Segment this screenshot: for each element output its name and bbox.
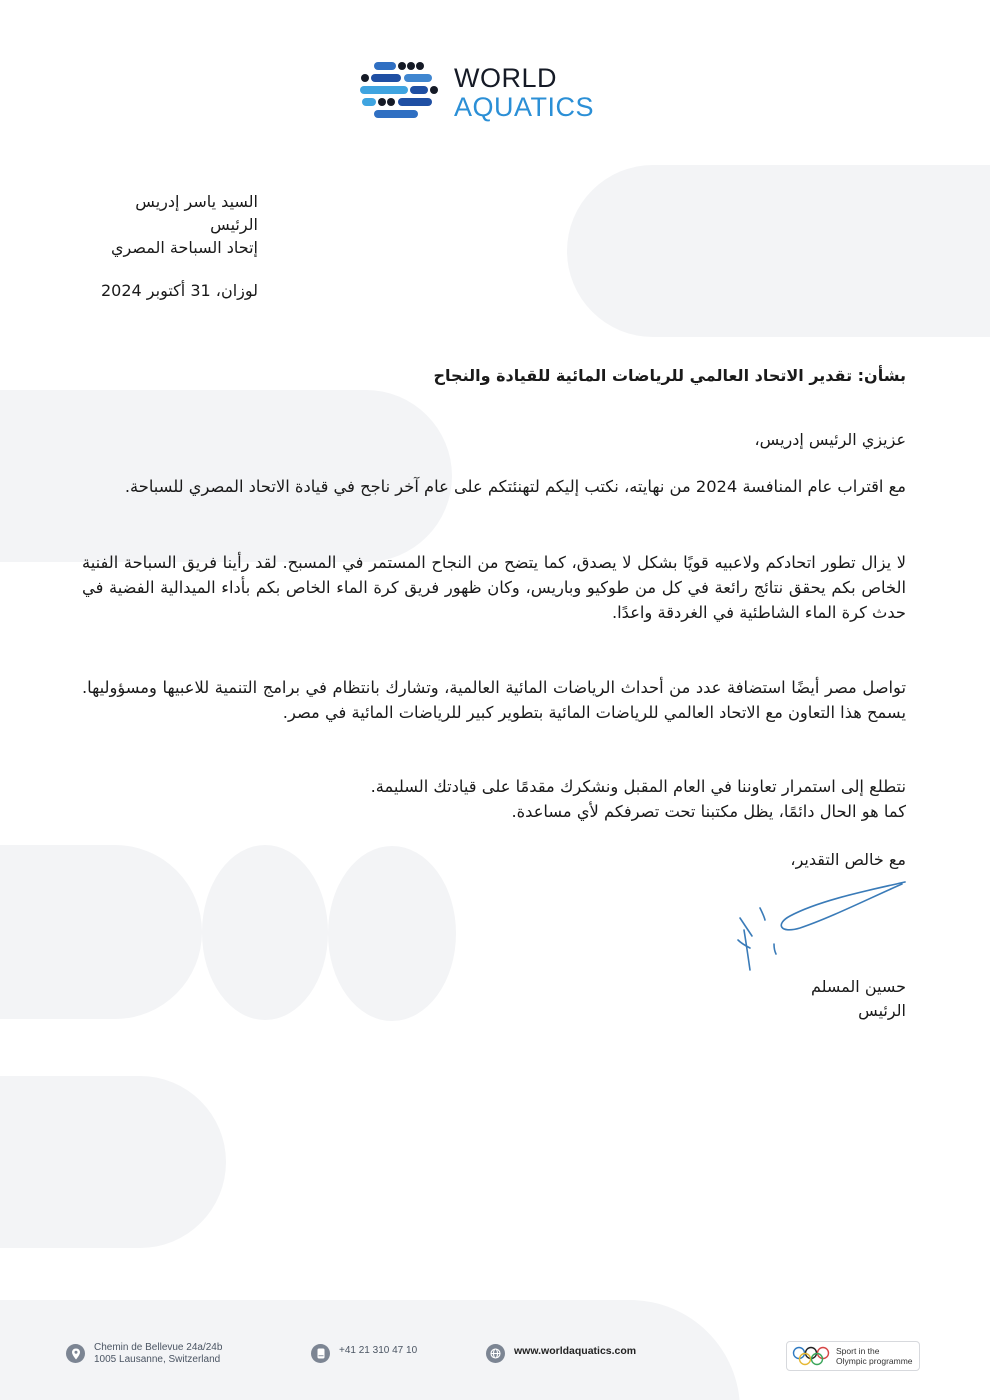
olympic-rings-icon (792, 1346, 830, 1366)
location-pin-icon (66, 1344, 85, 1363)
handwritten-signature (730, 878, 910, 983)
globe-icon (486, 1344, 505, 1363)
addressee-title: الرئيس (210, 215, 258, 234)
footer-address-line-1: Chemin de Bellevue 24a/24b (94, 1342, 223, 1353)
footer-address (66, 1342, 222, 1366)
logo-word-world: WORLD (454, 63, 557, 93)
place-and-date: لوزان، 31 أكتوبر 2024 (101, 281, 258, 300)
logo-mark-icon (360, 60, 442, 126)
letter-greeting: عزيزي الرئيس إدريس، (754, 430, 906, 449)
footer-website-link[interactable]: www.worldaquatics.com (514, 1345, 637, 1357)
olympic-badge-line-2: Olympic programme (836, 1356, 913, 1366)
footer-website[interactable] (486, 1342, 636, 1363)
world-aquatics-logo (360, 60, 640, 126)
body-paragraph-2: لا يزال تطور اتحادكم ولاعبيه قويًا بشكل لا يصدق، كما يتضح من النجاح المستمر في المسبح. لقد رأينا فريق السباحة الفنية الخاص بكم يحقق نتائج رائعة في كل من طوكيو وباريس، وكان ظهور فريق كرة الماء الخاص بكم بأداء الميدالية الفضية في حدث كرة الماء الشاطئية في الغردقة واعدًا. (82, 553, 906, 622)
phone-icon (311, 1344, 330, 1363)
olympic-badge-line-1: Sport in the (836, 1346, 880, 1356)
logo-word-aquatics: AQUATICS (454, 92, 595, 122)
body-paragraph-1: مع اقتراب عام المنافسة 2024 من نهايته، نكتب إليكم لتهنئتكم على عام آخر ناجح في قيادة الاتحاد المصري للسباحة. (124, 477, 906, 496)
body-paragraph-3: تواصل مصر أيضًا استضافة عدد من أحداث الرياضات المائية العالمية، وتشارك بانتظام في برامج التنمية للاعبيها ومسؤوليها. يسمح هذا التعاون مع الاتحاد العالمي للرياضات المائية بتطوير كبير للرياضات المائية في مصر. (82, 678, 906, 722)
footer-address-line-2: 1005 Lausanne, Switzerland (94, 1354, 221, 1365)
signer-name: حسين المسلم (810, 977, 906, 996)
letter-closing: مع خالص التقدير، (790, 850, 906, 869)
letter-subject: بشأن: تقدير الاتحاد العالمي للرياضات المائية للقيادة والنجاح (433, 366, 906, 385)
body-paragraph-4-line-2: كما هو الحال دائمًا، يظل مكتبنا تحت تصرفكم لأي مساعدة. (511, 802, 906, 821)
signer-block (606, 975, 906, 1023)
addressee-name: السيد ياسر إدريس (135, 192, 258, 211)
body-paragraph-4 (82, 774, 906, 824)
signer-title: الرئيس (858, 1001, 906, 1020)
footer-phone (311, 1342, 417, 1363)
body-paragraph-4-line-1: نتطلع إلى استمرار تعاوننا في العام المقبل ونشكرك مقدمًا على قيادتك السليمة. (370, 777, 906, 796)
footer-phone-number: +41 21 310 47 10 (339, 1345, 418, 1356)
addressee-block (18, 190, 258, 302)
addressee-organization: إتحاد السباحة المصري (111, 238, 258, 257)
olympic-programme-badge (786, 1341, 920, 1371)
letterhead-footer (0, 1338, 990, 1378)
logo-wordmark (454, 65, 594, 121)
